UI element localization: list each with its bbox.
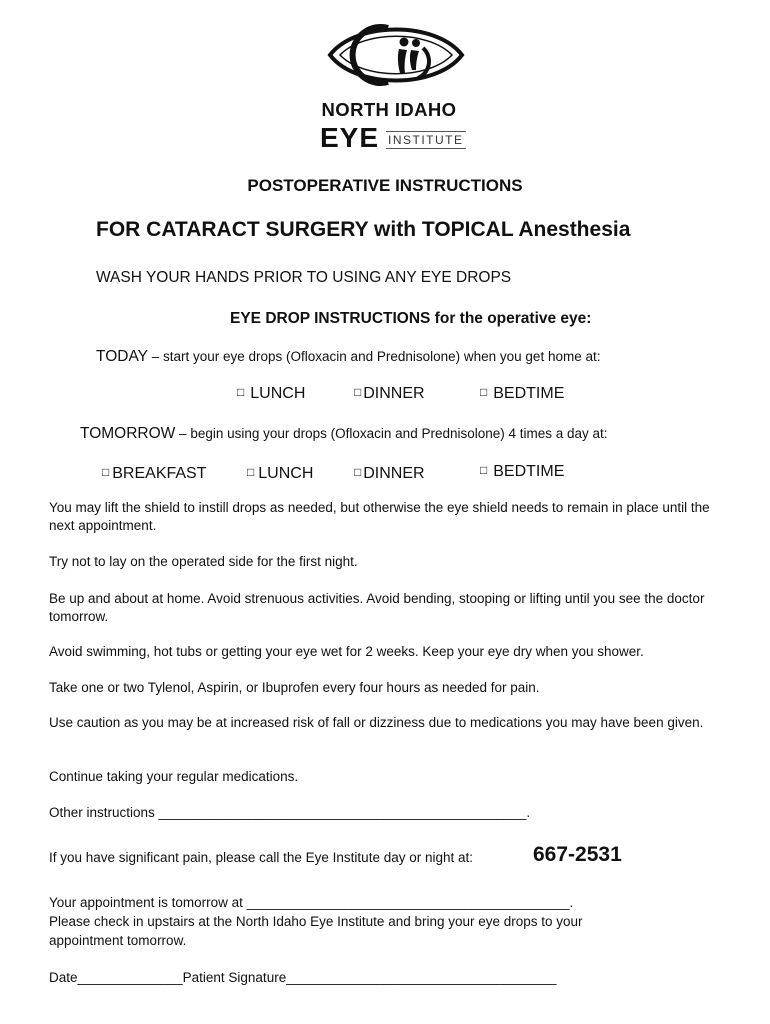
logo-name-line: NORTH IDAHO <box>321 99 457 120</box>
pain-contact-text: If you have significant pain, please call the Eye Institute day or night at: <box>49 850 474 865</box>
instruction-paragraph: You may lift the shield to instill drops as needed, but otherwise the eye shield needs to remain in place until the next appointment. <box>49 500 710 533</box>
instruction-paragraph: Try not to lay on the operated side for the first night. <box>49 554 358 569</box>
date-signature-field[interactable]: Date______________Patient Signature____________________________________ <box>49 970 557 985</box>
today-dinner-checkbox[interactable] <box>354 385 425 403</box>
check-in-text-continued: appointment tomorrow. <box>49 933 187 948</box>
tomorrow-instruction <box>80 425 608 443</box>
logo-eye-text: EYE <box>320 122 380 153</box>
instruction-paragraph: Take one or two Tylenol, Aspirin, or Ibuprofen every four hours as needed for pain. <box>49 680 540 695</box>
tomorrow-breakfast-checkbox[interactable] <box>102 465 207 483</box>
checkbox-label: LUNCH <box>250 385 306 402</box>
tomorrow-dash: – <box>175 426 191 441</box>
page-subtitle: FOR CATARACT SURGERY with TOPICAL Anesthesia <box>96 218 631 241</box>
tomorrow-text: begin using your drops (Ofloxacin and Prednisolone) 4 times a day at: <box>190 426 608 441</box>
other-instructions-field[interactable]: Other instructions _________________________________________________. <box>49 805 531 820</box>
tomorrow-lunch-checkbox[interactable] <box>247 465 313 483</box>
wash-hands-notice: WASH YOUR HANDS PRIOR TO USING ANY EYE DROPS <box>96 269 512 286</box>
checkbox-icon: □ <box>354 465 362 479</box>
phone-number: 667-2531 <box>533 843 622 866</box>
today-instruction <box>96 348 600 366</box>
tomorrow-label: TOMORROW <box>80 425 176 442</box>
checkbox-icon: □ <box>247 465 255 479</box>
checkbox-label: BREAKFAST <box>112 465 207 482</box>
today-label: TODAY <box>96 348 148 365</box>
checkbox-icon: □ <box>102 465 110 479</box>
instruction-paragraph: Be up and about at home. Avoid strenuous activities. Avoid bending, stooping or lifting until you see the doctor tomorrow. <box>49 591 705 624</box>
checkbox-label: BEDTIME <box>493 463 565 480</box>
tomorrow-dinner-checkbox[interactable] <box>354 465 425 483</box>
today-dash: – <box>147 349 163 364</box>
today-lunch-checkbox[interactable] <box>237 385 305 403</box>
checkbox-label: DINNER <box>363 465 425 482</box>
today-text: start your eye drops (Ofloxacin and Prednisolone) when you get home at: <box>162 349 601 364</box>
check-in-text: Please check in upstairs at the North Idaho Eye Institute and bring your eye drops to your <box>49 914 583 929</box>
eye-drop-heading: EYE DROP INSTRUCTIONS for the operative eye: <box>230 310 592 327</box>
today-bedtime-checkbox[interactable] <box>480 385 564 403</box>
logo-institute-text: INSTITUTE <box>388 133 464 147</box>
tomorrow-bedtime-checkbox[interactable] <box>480 463 564 481</box>
checkbox-icon: □ <box>480 463 488 477</box>
checkbox-label: BEDTIME <box>493 385 565 402</box>
eye-logo-icon <box>326 18 466 92</box>
checkbox-icon: □ <box>354 385 362 399</box>
appointment-field[interactable]: Your appointment is tomorrow at ___________________________________________. <box>49 895 574 910</box>
checkbox-label: DINNER <box>363 385 425 402</box>
checkbox-label: LUNCH <box>258 465 314 482</box>
checkbox-icon: □ <box>480 385 488 399</box>
page-title: POSTOPERATIVE INSTRUCTIONS <box>247 176 523 195</box>
checkbox-icon: □ <box>237 385 245 399</box>
instruction-paragraph: Continue taking your regular medications. <box>49 769 299 784</box>
instruction-paragraph: Avoid swimming, hot tubs or getting your eye wet for 2 weeks. Keep your eye dry when you shower. <box>49 644 644 659</box>
instruction-paragraph: Use caution as you may be at increased risk of fall or dizziness due to medications you may have been given. <box>49 715 704 730</box>
